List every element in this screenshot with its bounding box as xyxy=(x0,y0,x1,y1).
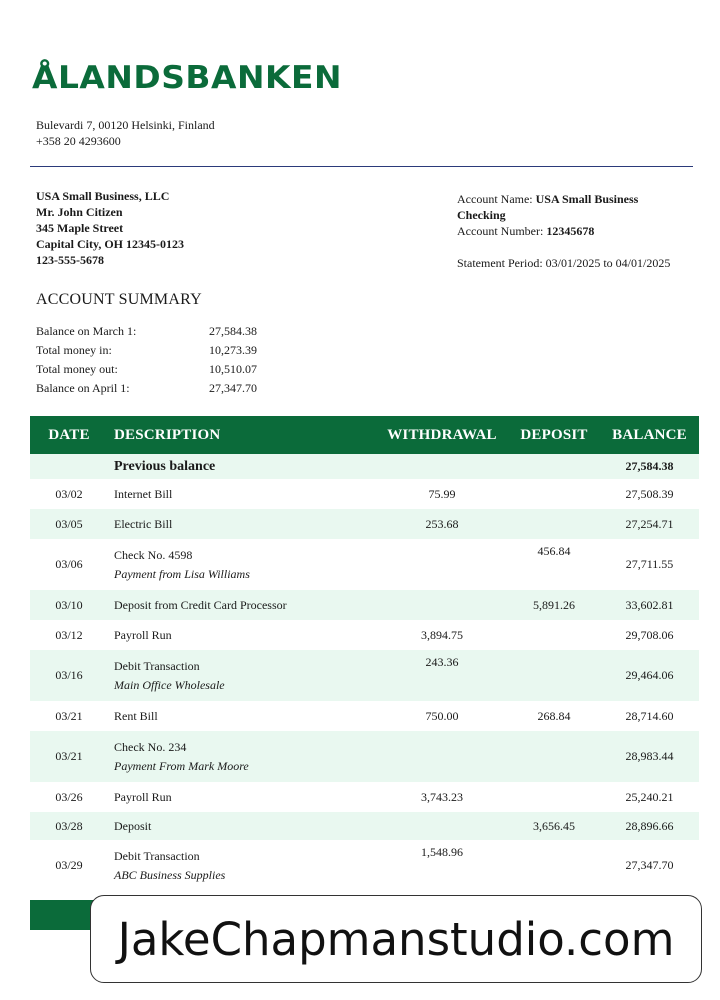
deposit-cell xyxy=(508,731,600,782)
withdrawal-cell xyxy=(376,454,508,479)
header-divider xyxy=(30,166,693,167)
watermark-text: JakeChapmanstudio.com xyxy=(117,912,675,966)
date-cell xyxy=(30,454,108,479)
description-subtext: Payment From Mark Moore xyxy=(114,758,249,773)
account-name-label: Account Name: xyxy=(457,192,533,206)
deposit-cell xyxy=(508,620,600,650)
withdrawal-cell: 3,743.23 xyxy=(421,789,463,804)
table-row xyxy=(30,782,699,812)
balance-cell: 28,714.60 xyxy=(625,708,674,723)
date-cell: 03/05 xyxy=(30,509,108,539)
summary-label: Total money in: xyxy=(36,343,112,357)
table-row xyxy=(30,812,699,840)
description-text: Rent Bill xyxy=(114,708,158,723)
deposit-cell: 3,656.45 xyxy=(508,812,600,840)
date-cell: 03/29 xyxy=(55,858,83,872)
description-cell xyxy=(108,701,376,731)
watermark-banner xyxy=(90,895,702,983)
balance-cell: 29,464.06 xyxy=(600,650,699,701)
description-cell xyxy=(108,731,376,782)
previous-balance-label: Previous balance xyxy=(114,458,216,474)
date-cell: 03/02 xyxy=(55,486,83,501)
customer-street: 345 Maple Street xyxy=(36,221,124,235)
balance-cell: 28,983.44 xyxy=(600,731,699,782)
account-summary xyxy=(36,322,269,398)
previous-balance-row xyxy=(30,454,699,479)
description-text: Check No. 4598 xyxy=(114,547,193,562)
description-text: Check No. 234 xyxy=(114,739,187,754)
balance-cell: 33,602.81 xyxy=(600,590,699,620)
description-text: Payroll Run xyxy=(114,789,172,804)
account-name-value: USA Small Business Checking xyxy=(457,192,639,222)
customer-city: Capital City, OH 12345-0123 xyxy=(36,237,185,251)
deposit-cell: 456.84 xyxy=(537,544,571,558)
description-text: Deposit from Credit Card Processor xyxy=(114,597,287,612)
deposit-cell xyxy=(508,509,600,539)
description-subtext: Payment from Lisa Williams xyxy=(114,566,250,581)
description-cell xyxy=(108,539,376,590)
table-row xyxy=(30,590,699,620)
summary-value: 10,273.39 xyxy=(209,343,257,357)
header-date: DATE xyxy=(30,416,108,454)
description-subtext: ABC Business Supplies xyxy=(114,867,226,882)
summary-label: Balance on April 1: xyxy=(36,381,130,395)
withdrawal-cell: 3,894.75 xyxy=(421,627,463,642)
deposit-cell xyxy=(508,782,600,812)
bank-address xyxy=(36,117,215,149)
description-cell xyxy=(108,650,376,701)
withdrawal-cell xyxy=(376,590,508,620)
table-row xyxy=(30,539,699,590)
account-summary-title: ACCOUNT SUMMARY xyxy=(36,291,202,308)
customer-address-block xyxy=(36,188,184,268)
summary-row xyxy=(36,322,269,341)
description-text: Debit Transaction xyxy=(114,848,200,863)
description-text: Electric Bill xyxy=(114,516,173,531)
customer-phone: 123-555-5678 xyxy=(36,253,104,267)
summary-value: 10,510.07 xyxy=(209,362,257,376)
table-header-row xyxy=(30,416,699,454)
description-text: Payroll Run xyxy=(114,627,172,642)
summary-label: Balance on March 1: xyxy=(36,324,137,338)
bank-phone: +358 20 4293600 xyxy=(36,134,121,148)
balance-cell: 29,708.06 xyxy=(625,627,674,642)
table-row xyxy=(30,731,699,782)
deposit-cell: 5,891.26 xyxy=(508,590,600,620)
date-cell: 03/21 xyxy=(30,731,108,782)
withdrawal-cell: 75.99 xyxy=(428,486,456,501)
withdrawal-cell: 243.36 xyxy=(376,650,508,701)
withdrawal-cell xyxy=(376,731,508,782)
withdrawal-cell: 750.00 xyxy=(425,708,459,723)
balance-cell: 27,347.70 xyxy=(625,858,674,872)
date-cell: 03/16 xyxy=(30,650,108,701)
withdrawal-cell xyxy=(376,812,508,840)
description-cell xyxy=(108,479,376,509)
summary-row xyxy=(36,360,269,379)
header-deposit: DEPOSIT xyxy=(508,416,600,454)
description-cell xyxy=(108,454,376,479)
description-cell xyxy=(108,782,376,812)
summary-value: 27,584.38 xyxy=(209,324,257,338)
deposit-cell xyxy=(508,840,600,891)
statement-period-label: Statement Period: xyxy=(457,256,543,270)
bank-street-address: Bulevardi 7, 00120 Helsinki, Finland xyxy=(36,118,215,132)
table-row xyxy=(30,620,699,650)
balance-cell: 27,508.39 xyxy=(625,486,674,501)
description-cell xyxy=(108,509,376,539)
description-cell xyxy=(108,840,376,891)
account-number xyxy=(457,223,687,239)
table-row xyxy=(30,509,699,539)
description-subtext: Main Office Wholesale xyxy=(114,677,225,692)
header-balance: BALANCE xyxy=(600,416,699,454)
date-cell: 03/12 xyxy=(55,627,83,642)
balance-cell: 27,254.71 xyxy=(600,509,699,539)
balance-cell: 25,240.21 xyxy=(625,789,674,804)
header-withdrawal: WITHDRAWAL xyxy=(376,416,508,454)
date-cell: 03/21 xyxy=(55,708,83,723)
deposit-cell xyxy=(508,650,600,701)
summary-label: Total money out: xyxy=(36,362,118,376)
date-cell: 03/28 xyxy=(30,812,108,840)
description-cell xyxy=(108,812,376,840)
summary-row xyxy=(36,379,269,398)
summary-row xyxy=(36,341,269,360)
header-description: DESCRIPTION xyxy=(108,416,376,454)
description-cell xyxy=(108,590,376,620)
account-name xyxy=(457,191,687,223)
date-cell: 03/06 xyxy=(55,557,83,571)
balance-cell: 28,896.66 xyxy=(600,812,699,840)
withdrawal-cell: 253.68 xyxy=(376,509,508,539)
previous-balance-value: 27,584.38 xyxy=(600,454,699,479)
description-text: Deposit xyxy=(114,818,152,833)
customer-contact: Mr. John Citizen xyxy=(36,205,123,219)
table-row xyxy=(30,701,699,731)
summary-value: 27,347.70 xyxy=(209,381,257,395)
date-cell: 03/10 xyxy=(30,590,108,620)
table-row xyxy=(30,650,699,701)
account-number-value: 12345678 xyxy=(546,224,595,238)
table-row xyxy=(30,840,699,891)
description-text: Internet Bill xyxy=(114,486,173,501)
transactions-table xyxy=(30,416,699,891)
deposit-cell: 268.84 xyxy=(537,708,571,723)
withdrawal-cell xyxy=(376,539,508,590)
statement-period xyxy=(457,255,687,271)
withdrawal-cell: 1,548.96 xyxy=(421,845,463,859)
table-row xyxy=(30,479,699,509)
statement-period-value: 03/01/2025 to 04/01/2025 xyxy=(545,256,671,270)
deposit-cell xyxy=(508,479,600,509)
date-cell: 03/26 xyxy=(55,789,83,804)
customer-company: USA Small Business, LLC xyxy=(36,189,170,203)
description-text: Debit Transaction xyxy=(114,658,200,673)
deposit-cell xyxy=(508,454,600,479)
account-info xyxy=(457,191,687,271)
bank-logo: ÅLANDSBANKEN xyxy=(32,60,343,96)
description-cell xyxy=(108,620,376,650)
account-number-label: Account Number: xyxy=(457,224,544,238)
balance-cell: 27,711.55 xyxy=(625,557,674,571)
